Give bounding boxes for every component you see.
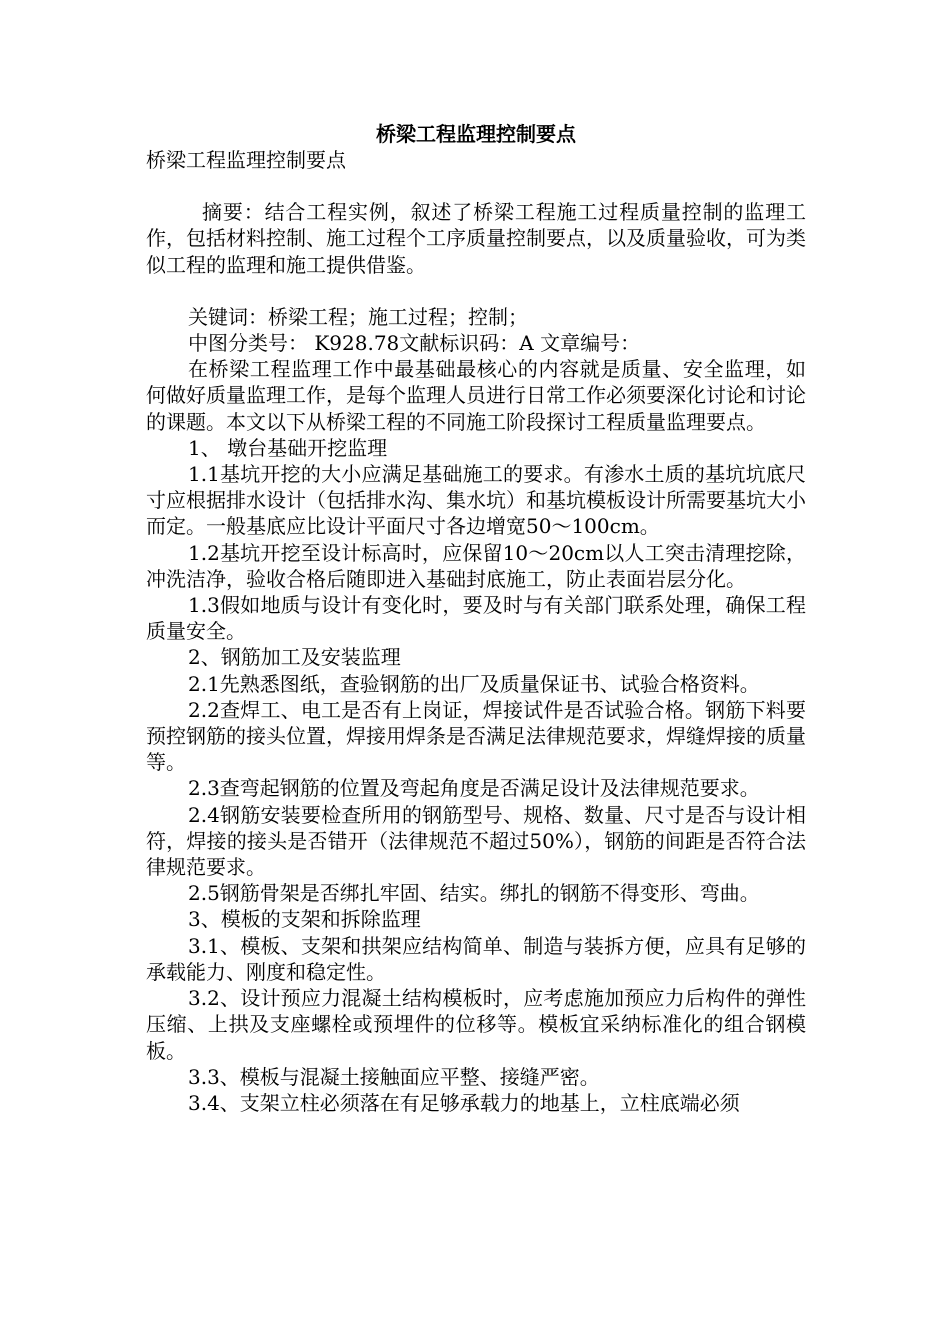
classification-line: 中图分类号： K928.78文献标识码：A 文章编号： xyxy=(188,331,641,356)
body-paragraph: 2.4钢筋安装要检查所用的钢筋型号、规格、数量、尺寸是否与设计相符，焊接的接头是否错开（法律规范不超过50%），钢筋的间距是否符合法律规范要求。 xyxy=(146,802,806,880)
body-paragraph: 2.1先熟悉图纸，查验钢筋的出厂及质量保证书、试验合格资料。 xyxy=(188,671,760,696)
blank-line xyxy=(146,173,806,199)
document-title: 桥梁工程监理控制要点 xyxy=(376,122,576,146)
section-heading-3: 3、模板的支架和拆除监理 xyxy=(188,907,421,932)
body-paragraph: 2.2查焊工、电工是否有上岗证，焊接试件是否试验合格。钢筋下料要预控钢筋的接头位置，焊接用焊条是否满足法律规范要求，焊缝焊接的质量等。 xyxy=(146,697,806,775)
intro-paragraph: 在桥梁工程监理工作中最基础最核心的内容就是质量、安全监理，如何做好质量监理工作，是每个监理人员进行日常工作必须要深化讨论和讨论的课题。本文以下从桥梁工程的不同施工阶段探讨工程质量监理要点。 xyxy=(146,357,806,434)
body-paragraph: 3.4、支架立柱必须落在有足够承载力的地基上，立柱底端必须 xyxy=(188,1090,740,1115)
document-subtitle: 桥梁工程监理控制要点 xyxy=(146,148,346,172)
body-paragraph: 2.5钢筋骨架是否绑扎牢固、结实。绑扎的钢筋不得变形、弯曲。 xyxy=(188,881,760,906)
body-paragraph: 3.3、模板与混凝土接触面应平整、接缝严密。 xyxy=(188,1064,600,1089)
section-heading-1: 1、 墩台基础开挖监理 xyxy=(188,435,388,460)
blank-line xyxy=(146,278,806,304)
section-heading-2: 2、钢筋加工及安装监理 xyxy=(188,645,401,670)
document-page xyxy=(146,121,806,1116)
body-paragraph: 1.2基坑开挖至设计标高时，应保留10～20cm以人工突击清理挖除，冲洗洁净，验收合格后随即进入基础封底施工，防止表面岩层分化。 xyxy=(146,540,806,591)
keywords-line: 关键词：桥梁工程；施工过程；控制； xyxy=(188,304,528,329)
body-paragraph: 3.2、设计预应力混凝土结构模板时，应考虑施加预应力后构件的弹性压缩、上拱及支座螺栓或预埋件的位移等。模板宜采纳标准化的组合钢模板。 xyxy=(146,986,806,1063)
body-paragraph: 1.1基坑开挖的大小应满足基础施工的要求。有渗水土质的基坑坑底尺寸应根据排水设计（包括排水沟、集水坑）和基坑模板设计所需要基坑大小而定。一般基底应比设计平面尺寸各边增宽50～100cm。 xyxy=(146,462,806,539)
body-paragraph: 2.3查弯起钢筋的位置及弯起角度是否满足设计及法律规范要求。 xyxy=(188,776,760,801)
abstract-paragraph: 摘要：结合工程实例，叙述了桥梁工程施工过程质量控制的监理工作，包括材料控制、施工过程个工序质量控制要点，以及质量验收，可为类似工程的监理和施工提供借鉴。 xyxy=(146,200,806,277)
body-paragraph: 1.3假如地质与设计有变化时，要及时与有关部门联系处理，确保工程质量安全。 xyxy=(146,593,806,644)
body-paragraph: 3.1、模板、支架和拱架应结构简单、制造与装拆方便，应具有足够的承载能力、刚度和稳定性。 xyxy=(146,933,806,984)
